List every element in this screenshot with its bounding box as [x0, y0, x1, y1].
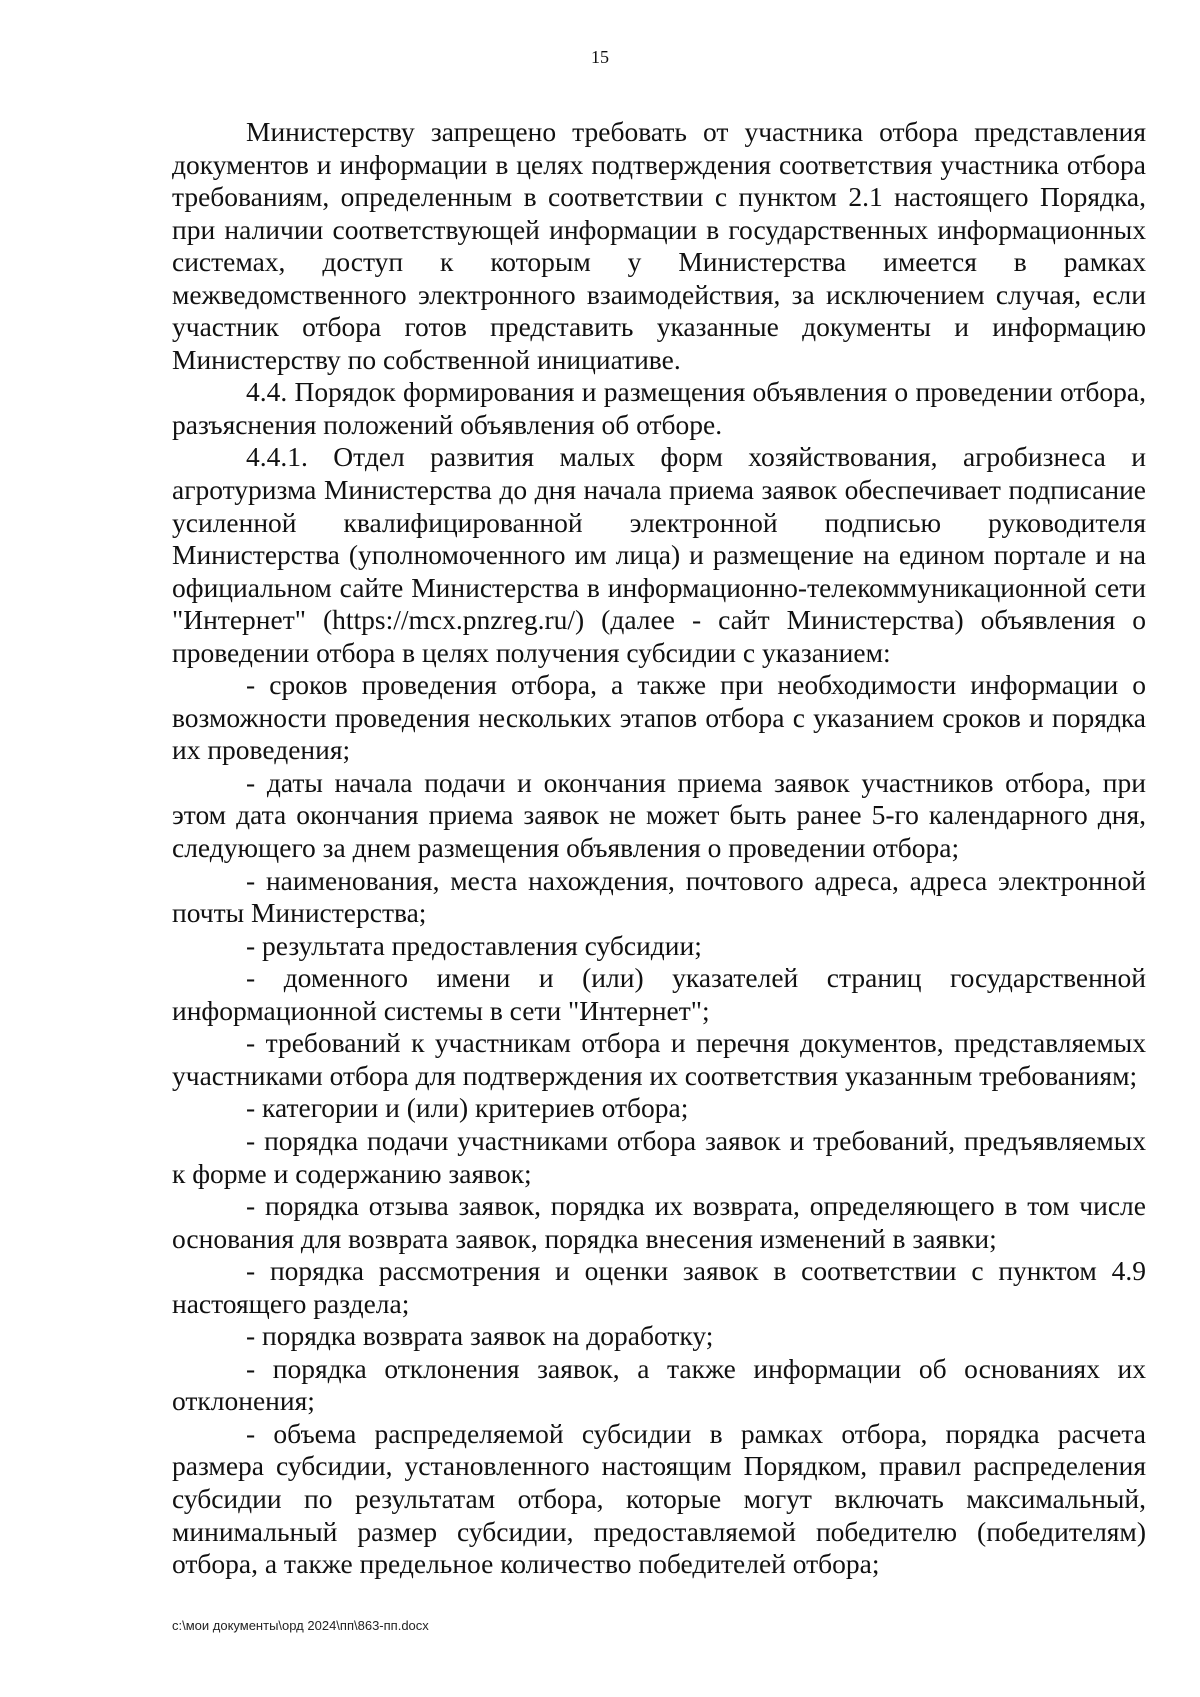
list-item-participant-requirements: - требований к участникам отбора и перечня документов, представляемых участниками отбора для подтверждения их соответствия указанным требованиям; — [172, 1027, 1146, 1091]
list-item-application-rejection: - порядка отклонения заявок, а также информации об основаниях их отклонения; — [172, 1352, 1146, 1417]
list-item-application-dates: - даты начала подачи и окончания приема заявок участников отбора, при этом дата окончания приема заявок не может быть ранее 5-го календарного дня, следующего за днем размещения объявления о проведении отбора; — [172, 766, 1146, 864]
list-item-application-submission: - порядка подачи участниками отбора заявок и требований, предъявляемых к форме и содержанию заявок; — [172, 1124, 1146, 1189]
list-item-selection-deadlines: - сроков проведения отбора, а также при необходимости информации о возможности проведения нескольких этапов отбора с указанием сроков и порядка их проведения; — [172, 669, 1146, 766]
page-number: 15 — [591, 47, 609, 67]
document-body — [172, 116, 1146, 1581]
list-item-subsidy-volume: - объема распределяемой субсидии в рамках отбора, порядка расчета размера субсидии, установленного настоящим Порядком, правил распределения субсидии по результатам отбора, которые могут включать максимальный, минимальный размер субсидии, предоставляемой победителю (победителям) отбора, а также предельное количество победителей отбора; — [172, 1417, 1146, 1580]
list-item-application-withdrawal: - порядка отзыва заявок, порядка их возврата, определяющего в том числе основания для возврата заявок, порядка внесения изменений в заявки; — [172, 1190, 1146, 1254]
paragraph-4-4-1: 4.4.1. Отдел развития малых форм хозяйствования, агробизнеса и агротуризма Министерства до дня начала приема заявок обеспечивает подписание усиленной квалифицированной электронной подписью руководителя Министерства (уполномоченного им лица) и размещение на едином портале и на официальном сайте Министерства в информационно-телекоммуникационной сети "Интернет" (https://mcx.pnzreg.ru/) (далее - сайт Министерства) объявления о проведении отбора в целях получения субсидии с указанием: — [172, 441, 1146, 668]
list-item-domain-name: - доменного имени и (или) указателей страниц государственной информационной системы в сети "Интернет"; — [172, 962, 1146, 1026]
list-item-application-review: - порядка рассмотрения и оценки заявок в соответствии с пунктом 4.9 настоящего раздела; — [172, 1255, 1146, 1319]
list-item-subsidy-result: - результата предоставления субсидии; — [246, 929, 702, 961]
list-item-selection-criteria: - категории и (или) критериев отбора; — [246, 1092, 689, 1124]
footer-file-path: c:\мои документы\орд 2024\пп\863-пп.docx — [172, 1618, 429, 1633]
paragraph-ministry-restriction: Министерству запрещено требовать от участника отбора представления документов и информации в целях подтверждения соответствия участника отбора требованиям, определенным в соответствии с пунктом 2.1 настоящего Порядка, при наличии соответствующей информации в государственных информационных системах, доступ к которым у Министерства имеется в рамках межведомственного электронного взаимодействия, за исключением случая, если участник отбора готов представить указанные документы и информацию Министерству по собственной инициативе. — [172, 116, 1146, 375]
paragraph-4-4-heading: 4.4. Порядок формирования и размещения объявления о проведении отбора, разъяснения положений объявления об отборе. — [172, 376, 1146, 440]
list-item-ministry-address: - наименования, места нахождения, почтового адреса, адреса электронной почты Министерства; — [172, 864, 1146, 929]
list-item-application-return: - порядка возврата заявок на доработку; — [246, 1320, 714, 1352]
